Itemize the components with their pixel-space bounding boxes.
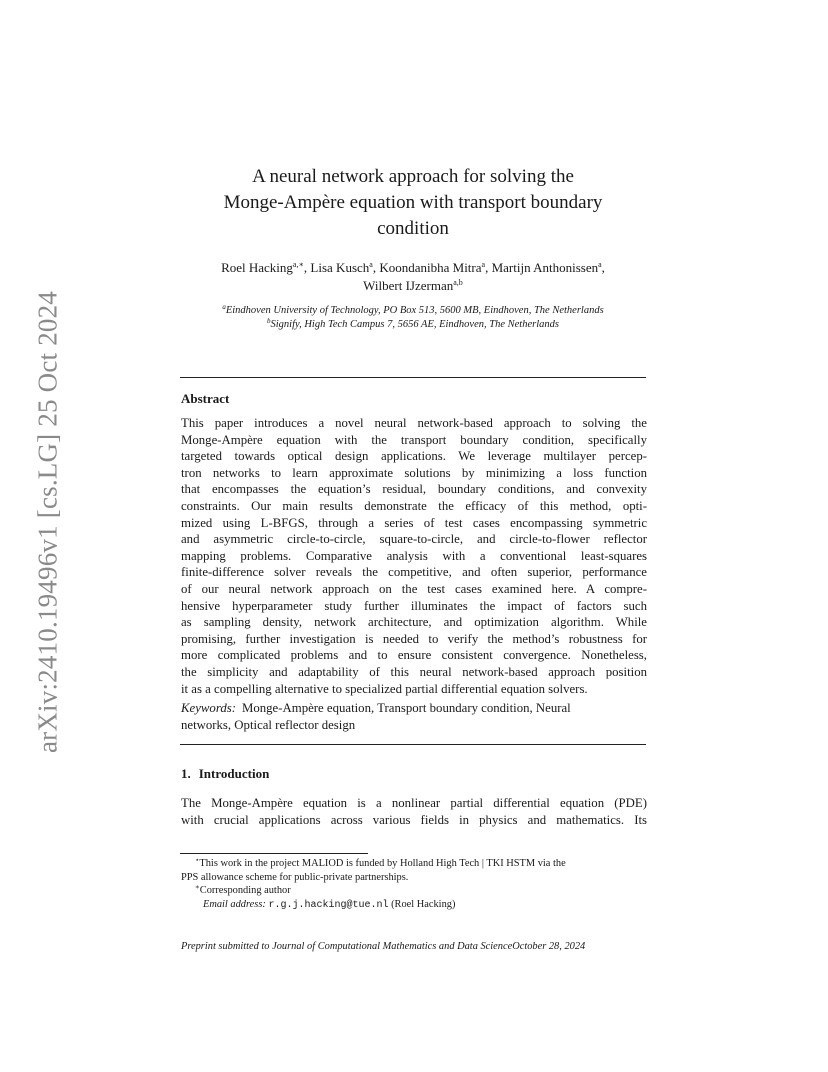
funding-footnote-cont: PPS allowance scheme for public-private partnerships.: [181, 871, 409, 883]
footnote-mark: ⋆: [195, 856, 200, 864]
author-affil-mark: a: [369, 260, 373, 269]
title-line: condition: [377, 218, 449, 239]
section-title: Introduction: [198, 766, 270, 781]
abstract-line: that encompasses the equation’s residual, boundary conditions, and convexity: [181, 482, 647, 497]
paper-title: [180, 164, 646, 242]
author-list: Roel Hacking$^{a,∗}$, Lisa Kusch$^a$, Koondanibha Mitra$^a$, Martijn Anthonissen$^a$, Wilbert IJzerman$^{a,b}$: [221, 260, 605, 293]
email-owner: (Roel Hacking): [391, 898, 456, 910]
preprint-date: October 28, 2024: [512, 941, 586, 952]
keywords-text: networks, Optical reflector design: [181, 718, 356, 732]
funding-footnote: [181, 857, 647, 871]
section-number: 1.: [181, 766, 191, 781]
abstract-line: the simplicity and adaptability of this neural network-based approach position: [181, 664, 647, 679]
email-label: Email address:: [203, 898, 266, 910]
abstract-line: more complicated problems and to ensure consistent convergence. Nonetheless,: [181, 648, 647, 663]
abstract-top-rule: [180, 377, 646, 378]
footnote-text: This work in the project MALIOD is funded by Holland High Tech | TKI HSTM via the: [199, 858, 566, 869]
title-line: Monge-Ampère equation with transport boundary: [223, 192, 603, 213]
abstract-line: promising, further investigation is needed to verify the method’s robustness for: [181, 631, 647, 646]
email-address[interactable]: r.g.j.hacking@tue.nl: [268, 899, 389, 911]
abstract-line: targeted towards optical design applications. We leverage multilayer percep-: [181, 449, 647, 464]
arxiv-identifier: arXiv:2410.19496v1 [cs.LG] 25 Oct 2024: [32, 290, 63, 754]
abstract-line: as sampling density, network architecture, and optimization algorithm. While: [181, 615, 647, 630]
abstract-line: finite-difference solver reveals the competitive, and often superior, performance: [181, 565, 647, 580]
preprint-note: Preprint submitted to Journal of Computational Mathematics and Data Science: [181, 941, 513, 952]
abstract-line: Monge-Ampère equation with the transport boundary condition, specifically: [181, 432, 647, 447]
author-name: Roel Hacking: [221, 260, 293, 275]
abstract-line: it as a compelling alternative to specialized partial differential equation solvers.: [181, 681, 588, 696]
author-name: Koondanibha Mitra: [379, 260, 482, 275]
intro-line: with crucial applications across various fields in physics and mathematics. Its: [181, 813, 647, 827]
section-heading: [181, 766, 269, 782]
preprint-footer: [181, 941, 657, 952]
affiliation-text: Signify, High Tech Campus 7, 5656 AE, Eindhoven, The Netherlands: [270, 319, 559, 330]
author-name: Martijn Anthonissen: [491, 260, 599, 275]
abstract-line: mized using L-BFGS, through a series of test cases encompassing symmetric: [181, 515, 647, 530]
abstract-body: [181, 415, 647, 697]
author-name: Wilbert IJzerman: [363, 278, 454, 293]
abstract-bottom-rule: [180, 744, 646, 745]
keywords: [181, 700, 647, 734]
footnote-mark: ∗: [195, 883, 200, 891]
keywords-label: Keywords:: [181, 701, 236, 715]
footnote-text: Corresponding author: [199, 885, 291, 896]
author-affil-mark: a: [481, 260, 486, 269]
corresponding-footnote: [181, 884, 647, 898]
abstract-line: constraints. Our main results demonstrate the efficacy of this method, opti-: [181, 498, 647, 513]
title-line: A neural network approach for solving the: [252, 166, 574, 187]
footnote-rule: [180, 853, 368, 854]
abstract-line: hensive hyperparameter study further illuminates the impact of factors such: [181, 598, 647, 613]
author-affil-mark: a: [598, 260, 602, 269]
keywords-line: [181, 700, 647, 717]
affiliation-mark: b: [267, 317, 271, 325]
footnotes: [181, 857, 647, 912]
abstract-line: and asymmetric circle-to-circle, square-to-circle, and circle-to-flower reflector: [181, 532, 647, 547]
abstract-line: of our neural network approach on the test cases examined here. A compre-: [181, 581, 647, 596]
author-affil-mark: a,∗: [292, 260, 304, 269]
intro-paragraph: [181, 795, 647, 829]
keywords-text: Monge-Ampère equation, Transport boundary condition, Neural: [241, 701, 571, 715]
abstract-heading: Abstract: [181, 391, 230, 406]
affiliation: [180, 318, 646, 332]
affiliation-mark: a: [222, 303, 226, 311]
intro-line: The Monge-Ampère equation is a nonlinear partial differential equation (PDE): [181, 796, 647, 810]
affiliation-text: Eindhoven University of Technology, PO Box 513, 5600 MB, Eindhoven, The Netherlands: [225, 305, 604, 316]
affiliation: [180, 304, 646, 318]
abstract-line: mapping problems. Comparative analysis with a conventional least-squares: [181, 548, 647, 563]
abstract-line: tron networks to learn approximate solutions by minimizing a loss function: [181, 465, 647, 480]
abstract-line: This paper introduces a novel neural network-based approach to solving the: [181, 416, 647, 430]
author-affil-mark: a,b: [453, 278, 463, 287]
author-name: Lisa Kusch: [310, 260, 370, 275]
affiliations: [180, 304, 646, 332]
email-footnote: [181, 898, 647, 913]
